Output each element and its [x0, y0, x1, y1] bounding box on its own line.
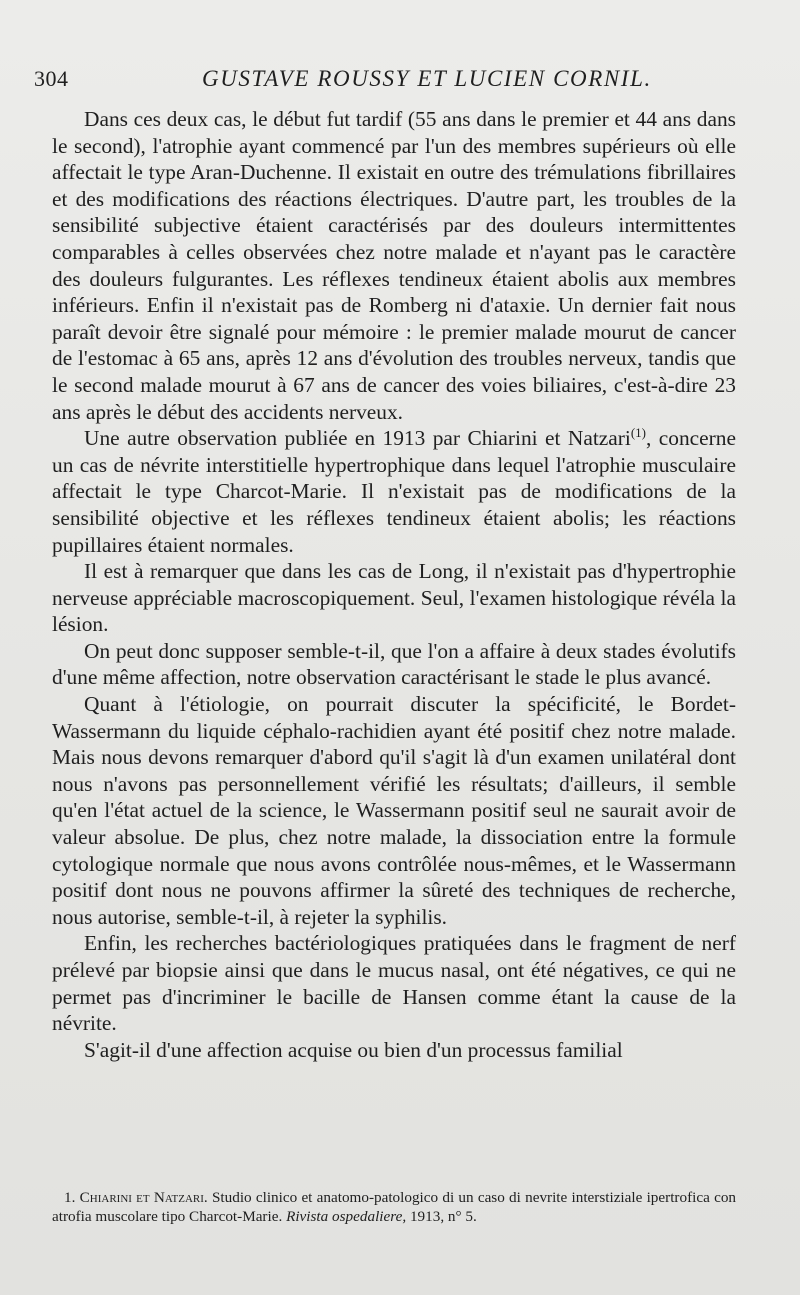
paragraph-5: Quant à l'étiologie, on pourrait discuter la spécificité, le Bordet-Wassermann du liquide céphalo-rachidien ayant été positif chez notre malade. Mais nous devons remarquer d'abord qu'il s'agit là d'un examen unilatéral dont nous n'avons pas personnellement vérifié les résultats; d'ailleurs, il semble qu'en l'état actuel de la science, le Wassermann positif seul ne saurait avoir de valeur absolue. De plus, chez notre malade, la dissociation entre la formule cytologique normale que nous avons contrôlée nous-mêmes, et le Wassermann positif dont nous ne pouvons affirmer la sûreté des techniques de recherche, nous autorise, semble-t-il, à rejeter la syphilis.	[52, 692, 736, 929]
footnote-journal: Rivista ospedaliere,	[286, 1208, 407, 1225]
paragraph-6: Enfin, les recherches bactériologiques pratiquées dans le fragment de nerf prélevé par biopsie ainsi que dans le mucus nasal, ont été négatives, ce qui ne permet pas d'incriminer le bacille de Hansen comme étant la cause de la névrite.	[52, 931, 736, 1036]
paragraph-4: On peut donc supposer semble-t-il, que l'on a affaire à deux stades évolutifs d'une même affection, notre observation caractérisant le stade le plus avancé.	[52, 638, 736, 690]
footnote-reference[interactable]: (1)	[630, 425, 647, 440]
footnote-1	[52, 1188, 736, 1226]
running-title: GUSTAVE ROUSSY ET LUCIEN CORNIL.	[202, 66, 652, 91]
footnote-authors: Chiarini et Natzari.	[79, 1189, 208, 1206]
footnotes	[52, 1188, 736, 1226]
paragraph-3: Il est à remarquer que dans les cas de Long, il n'existait pas d'hypertrophie nerveuse appréciable macroscopiquement. Seul, l'examen histologique révéla la lésion.	[52, 559, 736, 637]
footnote-number: 1.	[64, 1189, 76, 1206]
paragraph-1: Dans ces deux cas, le début fut tardif (55 ans dans le premier et 44 ans dans le second), l'atrophie ayant commencé par l'un des membres supérieurs où elle affectait le type Aran-Duchenne. Il existait en outre des trémulations fibrillaires et des modifications des réactions électriques. D'autre part, les troubles de la sensibilité subjective étaient caractérisés par des douleurs intermittentes comparables à celles observées chez notre malade et n'ayant pas le caractère des douleurs fulgurantes. Les réflexes tendineux étaient abolis aux membres inférieurs. Enfin il n'existait pas de Romberg ni d'ataxie. Un dernier fait nous paraît devoir être signalé pour mémoire : le premier malade mourut de cancer de l'estomac à 65 ans, après 12 ans d'évolution des troubles nerveux, tandis que le second malade mourut à 67 ans de cancer des voies biliaires, c'est-à-dire 23 ans après le début des accidents nerveux.	[52, 107, 736, 424]
page-number: 304	[34, 66, 69, 91]
body-text	[52, 106, 736, 1063]
paragraph-7: S'agit-il d'une affection acquise ou bien d'un processus familial	[84, 1037, 623, 1062]
paragraph-2-text-a: Une autre observation publiée en 1913 par Chiarini et Natzari	[84, 426, 631, 451]
paragraph-2	[52, 425, 736, 558]
paragraph-2-text-b: , concerne un cas de névrite interstitielle hypertrophique dans lequel l'atrophie musculaire affectait le type Charcot-Marie. Il n'existait pas de modifications de la sensibilité objective et les réflexes tendineux étaient abolis; les réactions pupillaires étaient normales.	[52, 426, 736, 557]
page-header	[34, 66, 750, 96]
footnote-citation: 1913, n° 5.	[409, 1208, 477, 1225]
footnote-title: Studio clinico et anatomo-patologico di un caso di nevrite interstiziale ipertrofica con atrofia muscolare tipo Charcot-Marie.	[52, 1189, 737, 1225]
